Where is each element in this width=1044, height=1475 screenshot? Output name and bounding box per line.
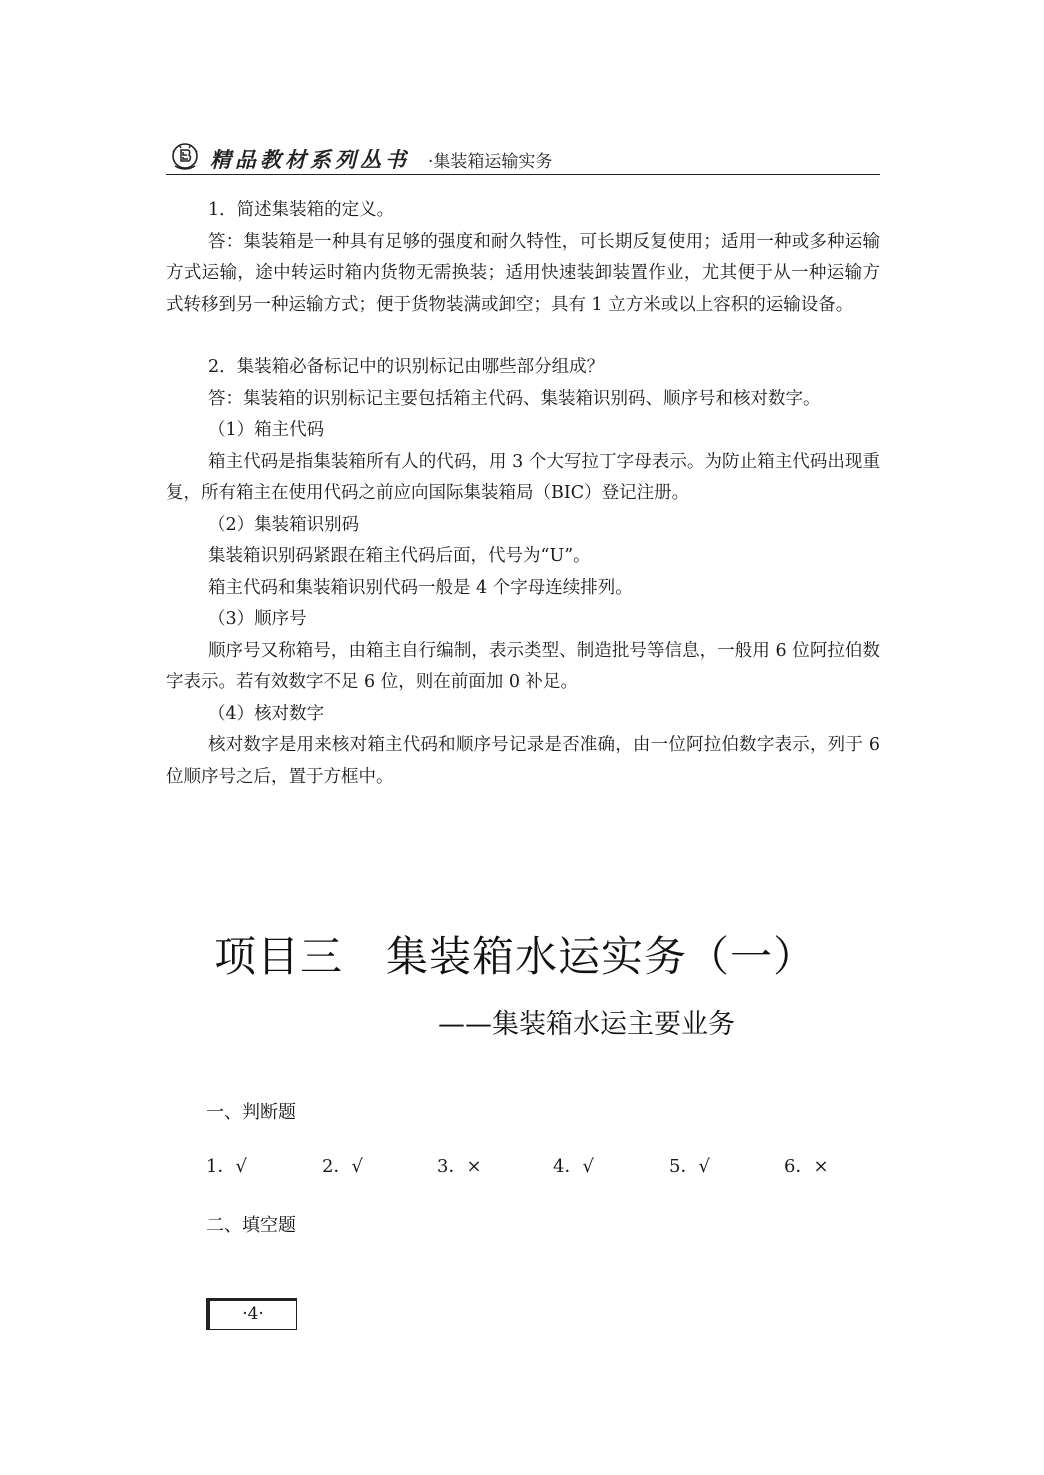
spacer: [166, 321, 880, 352]
series-title: 精品教材系列丛书: [210, 147, 410, 172]
book-title: ·集装箱运输实务: [428, 152, 553, 172]
item-title: （1）箱主代码: [208, 420, 325, 440]
item-title: （4）核对数字: [208, 703, 325, 724]
item-paragraph: 核对数字是用来核对箱主代码和顺序号记录是否准确，由一位阿拉伯数字表示，列于 6 位顺序号之后，置于方框中。: [166, 735, 880, 787]
item-paragraph: 箱主代码和集装箱识别代码一般是 4 个字母连续排列。: [208, 577, 633, 598]
item-paragraph: 集装箱识别码紧跟在箱主代码后面，代号为“U”。: [208, 546, 591, 566]
section-title-true-false: 一、判断题: [206, 1102, 296, 1123]
page-header: [166, 140, 880, 175]
item-paragraph: 顺序号又称箱号，由箱主自行编制，表示类型、制造批号等信息，一般用 6 位阿拉伯数字表示。若有效数字不足 6 位，则在前面加 0 补足。: [166, 640, 880, 692]
publisher-logo-icon: [170, 142, 200, 172]
page-number-box: [206, 1298, 297, 1330]
item-title: （2）集装箱识别码: [208, 514, 360, 535]
answer-item: 6．×: [784, 1156, 829, 1177]
question-1: 1．简述集装箱的定义。: [208, 200, 395, 220]
answer-item: 4．√: [553, 1156, 594, 1177]
answer-item: 1．√: [206, 1156, 247, 1177]
section-title-fill-blank: 二、填空题: [206, 1215, 296, 1236]
project-subtitle: ——集装箱水运主要业务: [438, 1009, 735, 1040]
answer-item: 5．√: [669, 1156, 710, 1177]
answer-1: 答：集装箱是一种具有足够的强度和耐久特性，可长期反复使用；适用一种或多种运输方式运输，途中转运时箱内货物无需换装；适用快速装卸装置作业，尤其便于从一种运输方式转移到另一种运输方式；便于货物装满或卸空；具有 1 立方米或以上容积的运输设备。: [166, 231, 880, 315]
answer-body: [166, 195, 880, 793]
item-paragraph: 箱主代码是指集装箱所有人的代码，用 3 个大写拉丁字母表示。为防止箱主代码出现重复，所有箱主在使用代码之前应向国际集装箱局（BIC）登记注册。: [166, 451, 880, 503]
true-false-answers: [206, 1152, 866, 1180]
answer-item: 2．√: [322, 1156, 363, 1177]
question-2: 2．集装箱必备标记中的识别标记由哪些部分组成？: [208, 357, 605, 377]
page-number: ·4·: [242, 1304, 264, 1324]
answer-item: 3．×: [437, 1156, 482, 1177]
item-title: （3）顺序号: [208, 609, 307, 629]
project-title: 项目三 集装箱水运实务（一）: [214, 932, 817, 981]
answer-2: 答：集装箱的识别标记主要包括箱主代码、集装箱识别码、顺序号和核对数字。: [208, 388, 821, 409]
